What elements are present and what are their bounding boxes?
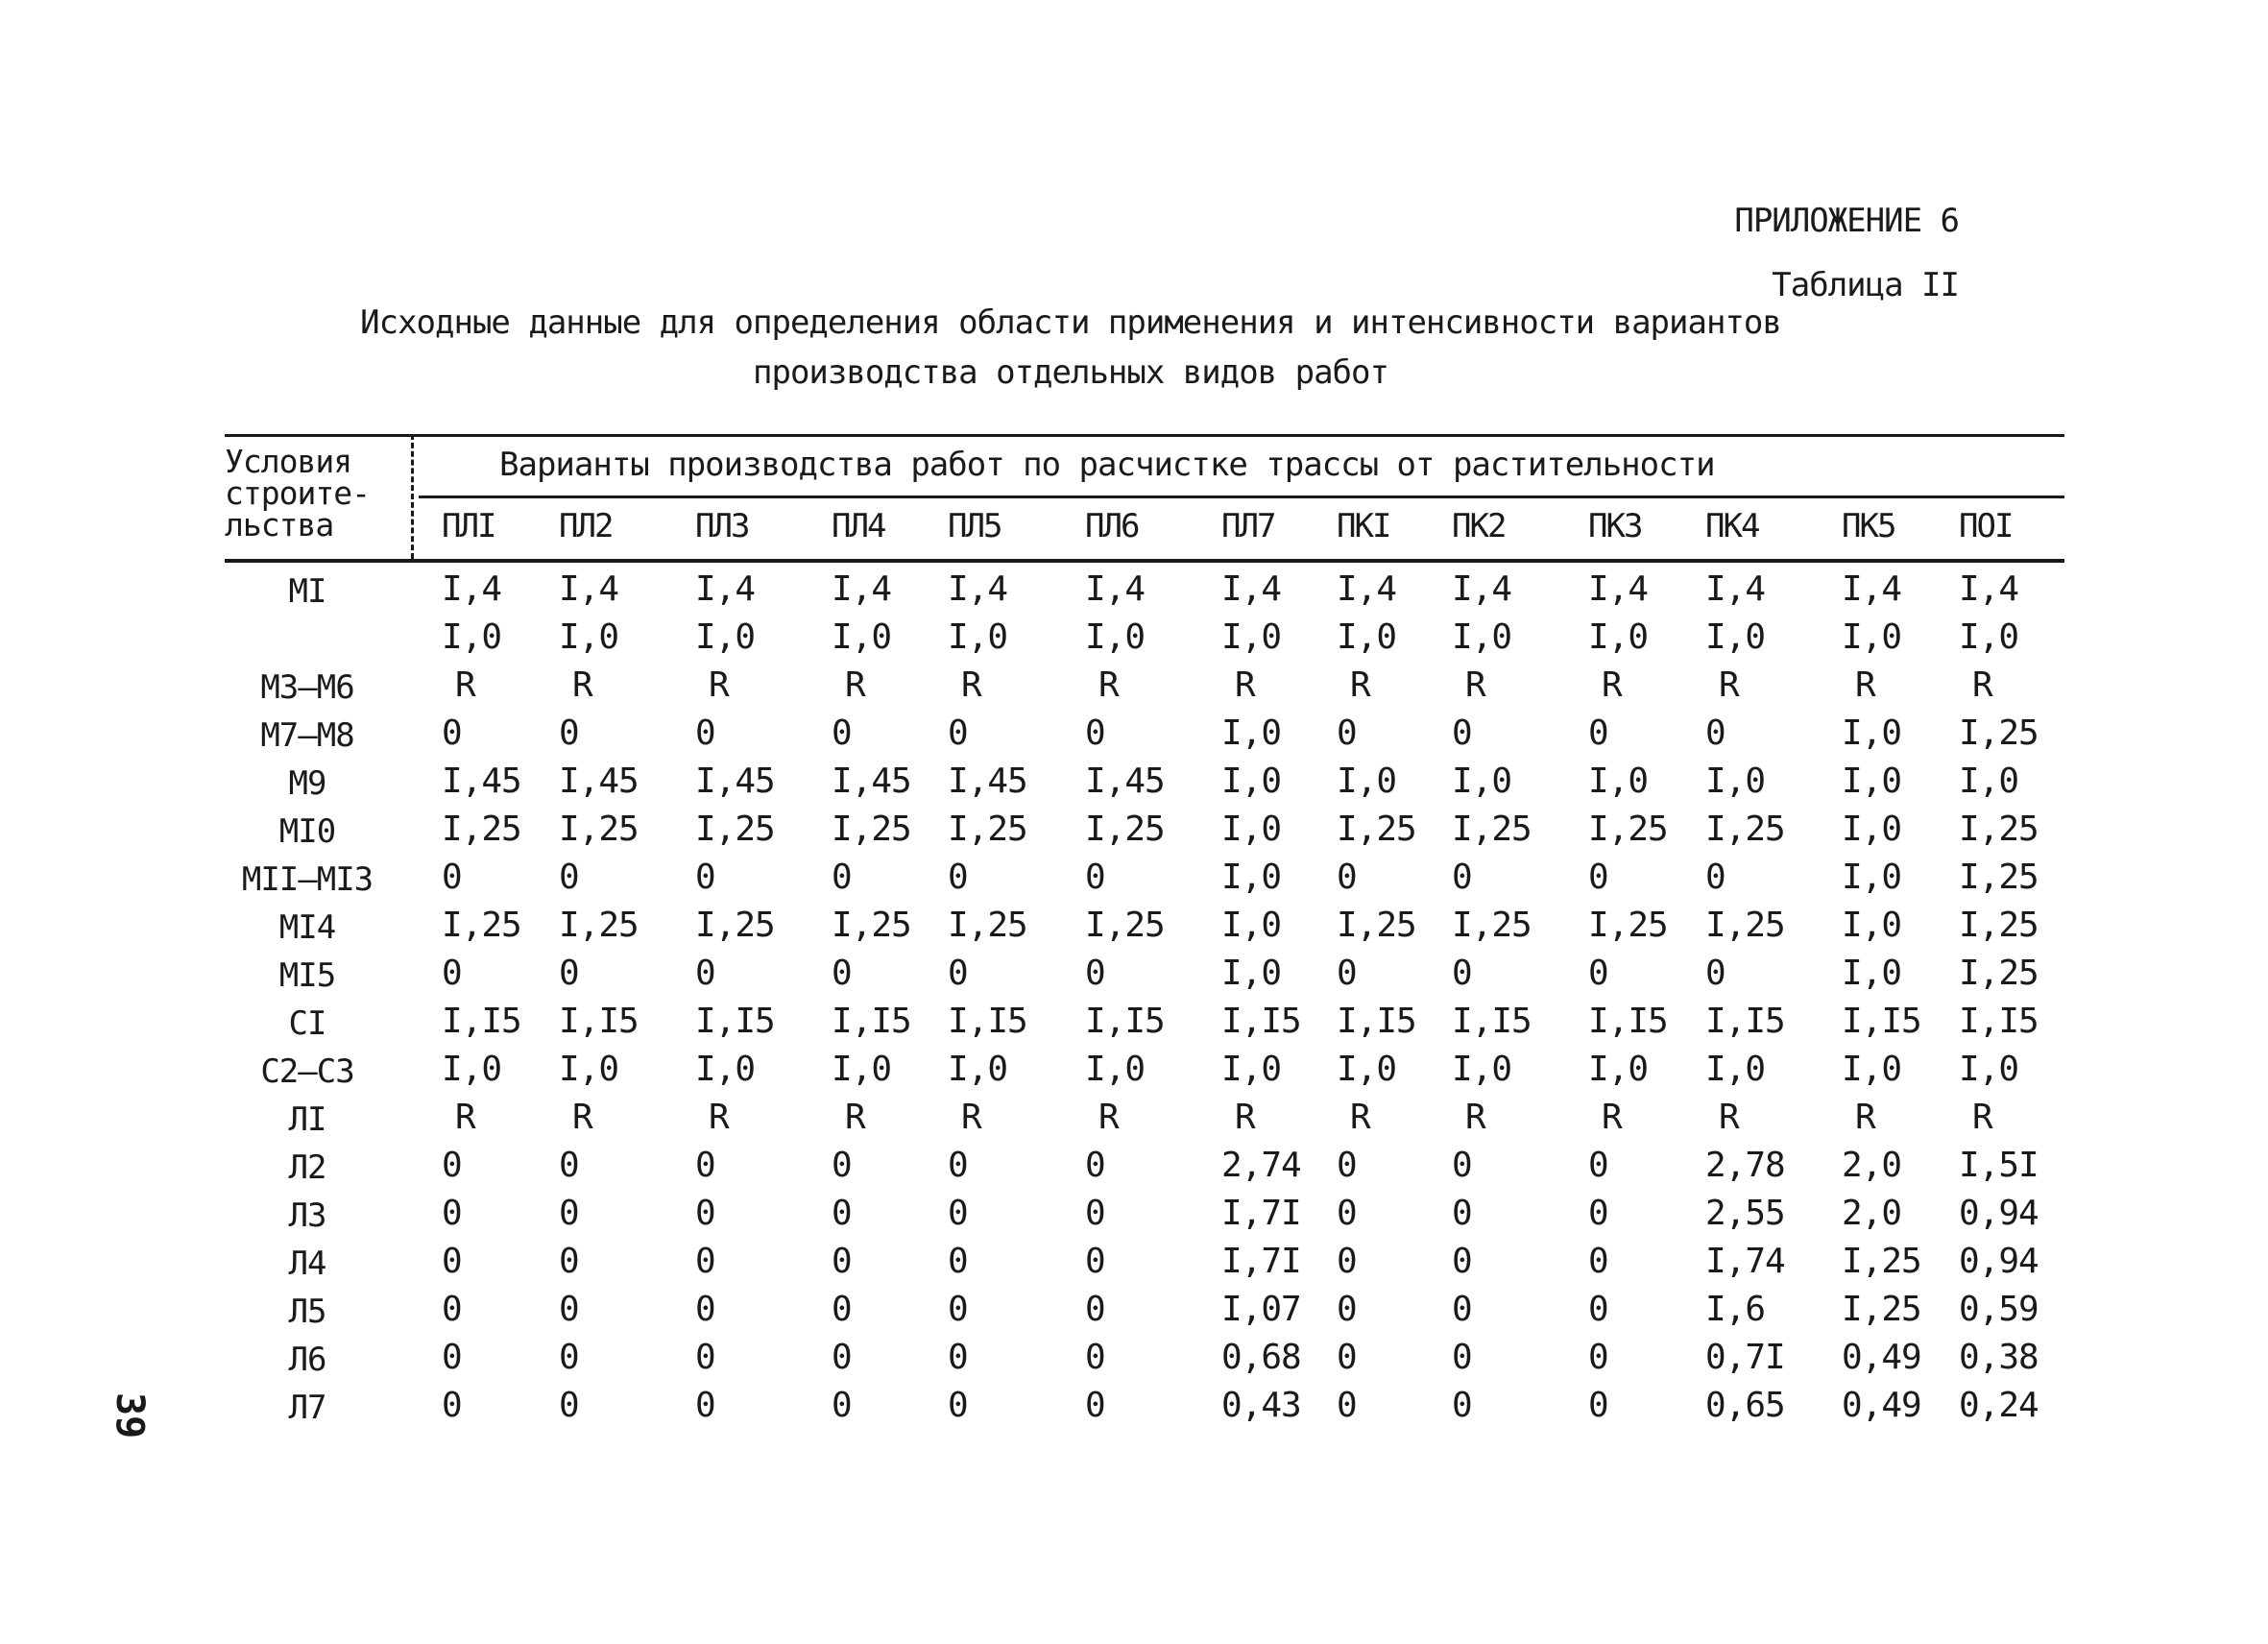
table-cell: I,0 — [1221, 810, 1282, 849]
table-cell: I,0 — [948, 1050, 1008, 1089]
table-cell: 0 — [1337, 713, 1357, 753]
table-cell: I,I5 — [1959, 1002, 2039, 1041]
table-cell: 0 — [1588, 713, 1608, 753]
table-cell: I,25 — [1085, 810, 1165, 849]
table-cell: I,4 — [1085, 569, 1146, 609]
table-cell: 0 — [1337, 1146, 1357, 1185]
table-cell: 0 — [695, 1338, 715, 1377]
column-header: ПЛ7 — [1221, 507, 1275, 545]
row-label: С2–С3 — [260, 1052, 354, 1091]
table-cell: R — [1235, 665, 1255, 705]
table-cell: 0 — [1452, 954, 1472, 993]
table-cell: R — [1602, 665, 1622, 705]
table-cell: I,0 — [1959, 1050, 2019, 1089]
table-cell: 0 — [832, 1194, 852, 1233]
table-cell: 2,0 — [1842, 1194, 1902, 1233]
table-cell: I,0 — [559, 1050, 619, 1089]
table-cell: R — [1719, 1098, 1739, 1137]
table-cell: I,I5 — [559, 1002, 639, 1041]
table-cell: 0 — [832, 1386, 852, 1425]
table-cell: 0 — [1588, 1386, 1608, 1425]
table-cell: I,5I — [1959, 1146, 2039, 1185]
table-cell: 0 — [948, 1386, 968, 1425]
table-cell: 0 — [1085, 1242, 1105, 1281]
table-cell: I,25 — [442, 810, 521, 849]
table-cell: I,6 — [1705, 1290, 1766, 1329]
table-cell: I,4 — [1959, 569, 2019, 609]
table-cell: 0,59 — [1959, 1290, 2039, 1329]
table-cell: I,0 — [1705, 617, 1766, 657]
table-cell: R — [961, 665, 981, 705]
table-cell: I,0 — [1452, 762, 1512, 801]
table-cell: 0 — [1588, 1242, 1608, 1281]
table-cell: R — [1855, 1098, 1875, 1137]
table-cell: 0 — [1337, 1338, 1357, 1377]
table-cell: 0 — [1452, 1386, 1472, 1425]
table-cell: 0 — [559, 1386, 579, 1425]
table-cell: R — [1350, 665, 1370, 705]
table-cell: I,0 — [1337, 762, 1397, 801]
table-cell: I,I5 — [1842, 1002, 1921, 1041]
table-cell: 0 — [442, 1194, 462, 1233]
table-cell: I,I5 — [1221, 1002, 1301, 1041]
table-cell: 2,0 — [1842, 1146, 1902, 1185]
table-cell: I,0 — [1842, 1050, 1902, 1089]
table-cell: I,25 — [695, 906, 775, 945]
table-cell: 0,24 — [1959, 1386, 2039, 1425]
table-cell: 0 — [559, 1242, 579, 1281]
table-cell: I,I5 — [1705, 1002, 1785, 1041]
table-cell: R — [845, 665, 865, 705]
table-cell: I,07 — [1221, 1290, 1301, 1329]
table-cell: R — [1235, 1098, 1255, 1137]
table-cell: I,4 — [1588, 569, 1649, 609]
table-cell: 2,55 — [1705, 1194, 1785, 1233]
table-cell: I,4 — [1221, 569, 1282, 609]
table-cell: I,25 — [695, 810, 775, 849]
table-cell: 0 — [832, 954, 852, 993]
table-cell: R — [1602, 1098, 1622, 1137]
table-cell: 0,49 — [1842, 1338, 1921, 1377]
table-cell: 0 — [442, 1290, 462, 1329]
table-cell: 0 — [695, 1242, 715, 1281]
table-cell: 0 — [948, 954, 968, 993]
row-label: М7–М8 — [260, 716, 354, 755]
table-cell: 0 — [695, 858, 715, 897]
table-cell: I,0 — [442, 617, 502, 657]
table-cell: 0 — [695, 1146, 715, 1185]
column-header: ПЛ4 — [832, 507, 885, 545]
table-cell: 0,65 — [1705, 1386, 1785, 1425]
row-label: МI4 — [278, 908, 336, 947]
table-cell: I,0 — [1221, 858, 1282, 897]
table-cell: I,0 — [1588, 1050, 1649, 1089]
table-cell: I,45 — [832, 762, 911, 801]
table-cell: I,25 — [1452, 906, 1532, 945]
table-cell: I,0 — [1842, 762, 1902, 801]
table-cell: 0 — [1085, 1386, 1105, 1425]
table-cell: I,4 — [832, 569, 892, 609]
column-header: ПЛI — [442, 507, 495, 545]
table-cell: I,0 — [1705, 762, 1766, 801]
table-cell: I,0 — [1588, 617, 1649, 657]
table-cell: R — [572, 1098, 592, 1137]
table-cell: 0,7I — [1705, 1338, 1785, 1377]
group-header-rule — [419, 496, 2064, 498]
table-cell: 0 — [442, 858, 462, 897]
table-cell: R — [1972, 1098, 1992, 1137]
table-cell: 0 — [1588, 1290, 1608, 1329]
table-number: Таблица II — [1772, 266, 1959, 304]
table-cell: 0 — [1085, 1338, 1105, 1377]
table-cell: I,74 — [1705, 1242, 1785, 1281]
row-label: Л5 — [288, 1293, 326, 1331]
table-cell: 0 — [948, 1194, 968, 1233]
table-cell: 0 — [442, 1242, 462, 1281]
table-cell: R — [1350, 1098, 1370, 1137]
table-cell: I,0 — [1842, 906, 1902, 945]
table-cell: 0 — [1085, 954, 1105, 993]
table-cell: I,0 — [832, 1050, 892, 1089]
table-cell: 0 — [1337, 858, 1357, 897]
table-cell: R — [709, 1098, 729, 1137]
table-cell: 0,43 — [1221, 1386, 1301, 1425]
table-cell: 0 — [832, 1242, 852, 1281]
table-cell: 0 — [1337, 1386, 1357, 1425]
table-cell: I,25 — [1959, 906, 2039, 945]
row-label: Л7 — [288, 1389, 326, 1427]
row-label: Л4 — [288, 1245, 326, 1283]
table-cell: I,0 — [1085, 1050, 1146, 1089]
table-cell: 0 — [1452, 858, 1472, 897]
table-cell: 0,49 — [1842, 1386, 1921, 1425]
row-label: М3–М6 — [260, 668, 354, 707]
table-cell: I,0 — [1842, 713, 1902, 753]
table-cell: 0,68 — [1221, 1338, 1301, 1377]
table-cell: I,0 — [1452, 1050, 1512, 1089]
table-cell: 0 — [1085, 1194, 1105, 1233]
table-cell: 0 — [1452, 1338, 1472, 1377]
conditions-header-line-3: льства — [225, 506, 334, 544]
table-cell: I,0 — [442, 1050, 502, 1089]
table-cell: 0 — [559, 713, 579, 753]
table-cell: I,0 — [695, 1050, 756, 1089]
row-label: МI0 — [278, 812, 336, 851]
table-cell: 0 — [695, 713, 715, 753]
table-cell: I,0 — [1588, 762, 1649, 801]
table-cell: 0,38 — [1959, 1338, 2039, 1377]
table-title-line-1: Исходные данные для определения области применения и интенсивности вариантов — [360, 303, 1781, 342]
table-cell: I,25 — [1959, 810, 2039, 849]
table-cell: 0 — [1452, 1146, 1472, 1185]
table-cell: I,I5 — [1452, 1002, 1532, 1041]
appendix-label: ПРИЛОЖЕНИЕ 6 — [1734, 202, 1959, 240]
table-cell: I,0 — [1959, 617, 2019, 657]
table-cell: R — [1465, 665, 1485, 705]
table-cell: I,25 — [1959, 858, 2039, 897]
table-cell: I,0 — [1959, 762, 2019, 801]
table-title-line-2: производства отдельных видов работ — [753, 353, 1388, 392]
table-cell: I,0 — [1221, 713, 1282, 753]
table-cell: I,25 — [1337, 810, 1416, 849]
table-cell: I,0 — [1221, 617, 1282, 657]
header-column-separator — [411, 434, 414, 559]
table-cell: I,25 — [1959, 713, 2039, 753]
column-header: ПК5 — [1842, 507, 1895, 545]
table-cell: 0 — [832, 1146, 852, 1185]
conditions-header — [225, 443, 370, 544]
table-cell: 2,78 — [1705, 1146, 1785, 1185]
table-cell: I,45 — [695, 762, 775, 801]
table-cell: I,7I — [1221, 1194, 1301, 1233]
table-cell: I,4 — [559, 569, 619, 609]
table-cell: R — [845, 1098, 865, 1137]
table-cell: I,I5 — [695, 1002, 775, 1041]
table-cell: I,25 — [1085, 906, 1165, 945]
table-cell: I,0 — [1705, 1050, 1766, 1089]
row-label: МI — [288, 572, 326, 611]
table-cell: I,I5 — [832, 1002, 911, 1041]
table-cell: I,25 — [1452, 810, 1532, 849]
table-cell: I,25 — [832, 906, 911, 945]
table-cell: R — [961, 1098, 981, 1137]
table-cell: 0 — [1705, 713, 1725, 753]
table-cell: I,4 — [1705, 569, 1766, 609]
table-cell: I,45 — [948, 762, 1027, 801]
table-cell: I,0 — [1842, 810, 1902, 849]
table-cell: R — [455, 665, 475, 705]
table-cell: I,25 — [1842, 1242, 1921, 1281]
table-cell: 0 — [1085, 858, 1105, 897]
table-cell: 0 — [948, 713, 968, 753]
table-cell: I,25 — [1705, 906, 1785, 945]
table-cell: 0 — [832, 1338, 852, 1377]
table-cell: 0 — [832, 858, 852, 897]
table-cell: 0 — [559, 1290, 579, 1329]
table-cell: I,0 — [1842, 954, 1902, 993]
table-cell: 0 — [1588, 1338, 1608, 1377]
row-label: МII–МI3 — [241, 860, 374, 899]
column-header: ПЛ2 — [559, 507, 613, 545]
table-cell: 0 — [559, 1146, 579, 1185]
table-cell: I,25 — [832, 810, 911, 849]
table-cell: R — [1098, 665, 1119, 705]
table-cell: 0 — [442, 1146, 462, 1185]
table-cell: I,45 — [1085, 762, 1165, 801]
row-label: СI — [288, 1004, 326, 1043]
table-cell: R — [1098, 1098, 1119, 1137]
table-cell: 0 — [1588, 1194, 1608, 1233]
table-cell: R — [1465, 1098, 1485, 1137]
table-cell: I,25 — [1588, 906, 1668, 945]
table-cell: 0,94 — [1959, 1194, 2039, 1233]
table-cell: 0 — [832, 1290, 852, 1329]
table-cell: R — [455, 1098, 475, 1137]
table-cell: I,0 — [1842, 858, 1902, 897]
table-cell: 0 — [1588, 858, 1608, 897]
table-cell: R — [709, 665, 729, 705]
row-label: Л2 — [288, 1148, 326, 1187]
table-cell: I,25 — [1959, 954, 2039, 993]
table-title — [317, 298, 1824, 398]
page-number: 39 — [108, 1392, 152, 1439]
table-cell: 0 — [559, 954, 579, 993]
table-cell: 0 — [1452, 1290, 1472, 1329]
table-cell: I,7I — [1221, 1242, 1301, 1281]
table-cell: I,25 — [442, 906, 521, 945]
table-cell: 0 — [1452, 713, 1472, 753]
table-cell: I,0 — [695, 617, 756, 657]
table-cell: I,45 — [559, 762, 639, 801]
table-cell: 0 — [1085, 1146, 1105, 1185]
table-cell: 0 — [948, 1338, 968, 1377]
table-cell: I,4 — [1452, 569, 1512, 609]
table-cell: I,25 — [1337, 906, 1416, 945]
table-cell: 0 — [948, 858, 968, 897]
table-cell: 0 — [695, 954, 715, 993]
table-cell: 0 — [1588, 954, 1608, 993]
conditions-header-line-2: строите- — [225, 474, 370, 512]
table-cell: I,0 — [1221, 762, 1282, 801]
table-cell: I,4 — [1842, 569, 1902, 609]
table-cell: 0 — [1705, 858, 1725, 897]
table-cell: R — [1972, 665, 1992, 705]
table-cell: I,4 — [1337, 569, 1397, 609]
table-cell: I,I5 — [948, 1002, 1027, 1041]
table-cell: 0 — [1085, 1290, 1105, 1329]
column-header: ПК2 — [1452, 507, 1506, 545]
column-header: ПЛ5 — [948, 507, 1001, 545]
row-label: ЛI — [288, 1100, 326, 1139]
table-cell: I,0 — [1452, 617, 1512, 657]
table-cell: R — [572, 665, 592, 705]
table-cell: I,I5 — [1588, 1002, 1668, 1041]
table-cell: I,0 — [1221, 906, 1282, 945]
variants-group-header: Варианты производства работ по расчистке трассы от растительности — [499, 446, 1715, 484]
row-label: Л6 — [288, 1341, 326, 1379]
table-cell: 0 — [442, 1386, 462, 1425]
conditions-header-line-1: Условия — [225, 443, 352, 480]
table-cell: 0 — [559, 1194, 579, 1233]
table-cell: I,0 — [948, 617, 1008, 657]
table-cell: 0 — [1085, 713, 1105, 753]
table-cell: 0 — [948, 1290, 968, 1329]
table-cell: I,I5 — [442, 1002, 521, 1041]
table-cell: I,0 — [1221, 954, 1282, 993]
table-cell: I,I5 — [1085, 1002, 1165, 1041]
table-cell: I,0 — [1221, 1050, 1282, 1089]
table-cell: 0 — [1337, 1290, 1357, 1329]
row-label: Л3 — [288, 1197, 326, 1235]
table-cell: 0 — [1705, 954, 1725, 993]
column-header: ПОI — [1959, 507, 2013, 545]
table-cell: 0 — [442, 954, 462, 993]
table-cell: I,4 — [948, 569, 1008, 609]
row-label: М9 — [288, 764, 326, 803]
table-cell: 0 — [559, 858, 579, 897]
table-cell: 0 — [948, 1242, 968, 1281]
table-cell: 0 — [695, 1290, 715, 1329]
table-cell: R — [1719, 665, 1739, 705]
table-cell: 0 — [559, 1338, 579, 1377]
table-cell: R — [1855, 665, 1875, 705]
table-cell: 0 — [442, 713, 462, 753]
column-header: ПЛ6 — [1085, 507, 1139, 545]
table-cell: 0 — [695, 1386, 715, 1425]
table-top-rule — [225, 434, 2064, 437]
table-cell: 0 — [1452, 1194, 1472, 1233]
table-cell: I,45 — [442, 762, 521, 801]
table-cell: I,4 — [442, 569, 502, 609]
table-cell: 0 — [442, 1338, 462, 1377]
table-cell: I,25 — [1705, 810, 1785, 849]
table-cell: I,0 — [1337, 1050, 1397, 1089]
table-cell: 0 — [832, 713, 852, 753]
table-cell: I,25 — [559, 906, 639, 945]
header-bottom-rule — [225, 559, 2064, 563]
table-cell: 2,74 — [1221, 1146, 1301, 1185]
table-cell: I,4 — [695, 569, 756, 609]
column-header: ПК3 — [1588, 507, 1642, 545]
table-cell: I,25 — [948, 810, 1027, 849]
table-cell: I,25 — [1588, 810, 1668, 849]
table-cell: 0 — [1337, 954, 1357, 993]
table-cell: I,25 — [559, 810, 639, 849]
table-cell: I,0 — [1337, 617, 1397, 657]
table-cell: I,0 — [832, 617, 892, 657]
column-header: ПЛ3 — [695, 507, 749, 545]
table-cell: 0 — [948, 1146, 968, 1185]
column-header: ПК4 — [1705, 507, 1759, 545]
table-cell: 0 — [1452, 1242, 1472, 1281]
row-label: МI5 — [278, 956, 336, 995]
table-cell: I,25 — [1842, 1290, 1921, 1329]
table-cell: I,25 — [948, 906, 1027, 945]
table-cell: 0 — [695, 1194, 715, 1233]
table-cell: 0 — [1337, 1194, 1357, 1233]
table-cell: I,0 — [559, 617, 619, 657]
table-cell: I,0 — [1842, 617, 1902, 657]
table-cell: 0,94 — [1959, 1242, 2039, 1281]
table-cell: I,0 — [1085, 617, 1146, 657]
table-cell: 0 — [1588, 1146, 1608, 1185]
column-header: ПКI — [1337, 507, 1390, 545]
table-cell: I,I5 — [1337, 1002, 1416, 1041]
table-cell: 0 — [1337, 1242, 1357, 1281]
